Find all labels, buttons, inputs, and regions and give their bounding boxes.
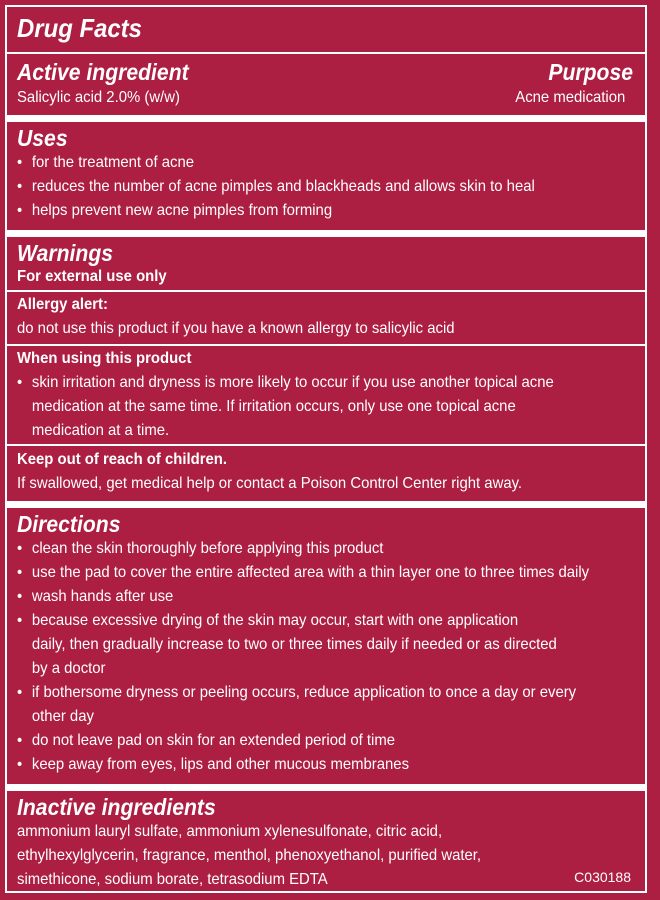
- inactive-ingredients-section: [7, 791, 645, 892]
- uses-list: [17, 151, 645, 223]
- directions-heading: Directions: [17, 511, 121, 537]
- allergy-heading: Allergy alert:: [17, 296, 108, 313]
- list-item-line: • because excessive drying of the skin may occur, start with one application: [17, 609, 601, 633]
- list-item: [17, 753, 645, 777]
- keep-out-text: If swallowed, get medical help or contact a Poison Control Center right away.: [17, 475, 523, 492]
- list-item: [17, 585, 645, 609]
- inactive-ingredients-line: ethylhexylglycerin, fragrance, menthol, phenoxyethanol, purified water,: [17, 847, 482, 864]
- divider: [7, 230, 645, 237]
- list-item-line: • if bothersome dryness or peeling occurs, reduce application to once a day or every: [17, 681, 601, 705]
- drug-facts-panel: [5, 5, 647, 893]
- when-using: [7, 347, 645, 443]
- keep-out-of-reach: [7, 448, 645, 496]
- divider: [7, 52, 645, 54]
- list-item: [17, 537, 645, 561]
- when-using-heading: When using this product: [17, 350, 192, 367]
- directions-section: [7, 508, 645, 777]
- list-item-continuation: other day: [31, 708, 94, 725]
- purpose-heading: Purpose: [548, 59, 633, 85]
- drug-facts-title: Drug Facts: [17, 13, 142, 43]
- divider: [7, 344, 645, 346]
- active-ingredient-heading: Active ingredient: [17, 59, 189, 85]
- uses-section: [7, 122, 645, 223]
- list-item-continuation: medication at a time.: [31, 422, 170, 439]
- inactive-ingredients-heading: Inactive ingredients: [17, 794, 216, 820]
- list-item: [17, 609, 645, 681]
- uses-heading: Uses: [17, 125, 68, 151]
- active-ingredient-name: Salicylic acid 2.0% (w/w): [17, 89, 180, 106]
- list-item: [17, 729, 645, 753]
- inactive-ingredients-line: simethicone, sodium borate, tetrasodium EDTA: [17, 871, 328, 888]
- divider: [7, 501, 645, 508]
- allergy-text: do not use this product if you have a known allergy to salicylic acid: [17, 320, 455, 337]
- active-ingredient-section: [7, 56, 645, 114]
- warnings-section: [7, 237, 645, 288]
- warnings-heading: Warnings: [17, 240, 114, 266]
- list-item: • reduces the number of acne pimples and blackheads and allows skin to heal: [17, 175, 601, 199]
- list-item-continuation: medication at the same time. If irritation occurs, only use one topical acne: [31, 398, 516, 415]
- list-item-line: • use the pad to cover the entire affected area with a thin layer one to three times daily: [17, 561, 601, 585]
- directions-list: [17, 537, 645, 777]
- list-item-continuation: daily, then gradually increase to two or three times daily if needed or as directed: [31, 636, 557, 653]
- divider: [7, 784, 645, 791]
- inactive-ingredients-line: ammonium lauryl sulfate, ammonium xylenesulfonate, citric acid,: [17, 823, 443, 840]
- list-item-line: • keep away from eyes, lips and other mucous membranes: [17, 753, 601, 777]
- product-code: C030188: [574, 869, 631, 885]
- allergy-alert: [7, 293, 645, 341]
- list-item-line: • wash hands after use: [17, 585, 601, 609]
- keep-out-heading: Keep out of reach of children.: [17, 451, 228, 468]
- list-item: • helps prevent new acne pimples from forming: [17, 199, 601, 223]
- list-item-line: • clean the skin thoroughly before applying this product: [17, 537, 601, 561]
- list-item: [17, 681, 645, 729]
- list-item-continuation: by a doctor: [31, 660, 106, 677]
- list-item: • for the treatment of acne: [17, 151, 601, 175]
- purpose-text: Acne medication: [514, 89, 625, 106]
- list-item: • skin irritation and dryness is more likely to occur if you use another topical acne: [17, 371, 601, 395]
- list-item-line: • do not leave pad on skin for an extended period of time: [17, 729, 601, 753]
- divider: [7, 115, 645, 122]
- divider: [7, 444, 645, 446]
- list-item: [17, 561, 645, 585]
- divider: [7, 290, 645, 292]
- external-use-text: For external use only: [17, 268, 167, 285]
